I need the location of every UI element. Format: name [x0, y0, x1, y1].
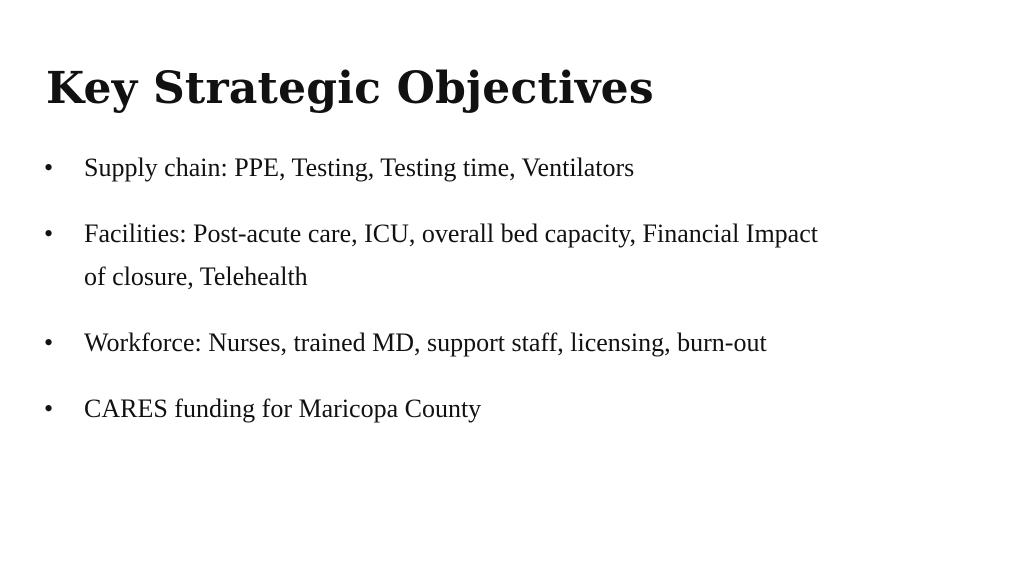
bullet-list	[44, 146, 844, 453]
bullet-text: Workforce: Nurses, trained MD, support staff, licensing, burn-out	[84, 328, 767, 357]
bullet-point-icon: •	[44, 219, 54, 248]
bullet-point-icon: •	[44, 394, 54, 423]
bullet-point-icon: •	[44, 328, 54, 357]
slide-title: Key Strategic Objectives	[46, 63, 654, 114]
bullet-point-icon: •	[44, 153, 54, 182]
bullet-item-workforce	[44, 321, 844, 364]
bullet-item-cares-funding	[44, 387, 844, 430]
bullet-text: Supply chain: PPE, Testing, Testing time, Ventilators	[84, 153, 635, 182]
bullet-item-facilities	[44, 212, 844, 298]
bullet-item-supply-chain	[44, 146, 844, 189]
bullet-text: Facilities: Post-acute care, ICU, overall bed capacity, Financial Impact of closure, Telehealth	[84, 219, 818, 291]
bullet-text: CARES funding for Maricopa County	[84, 394, 482, 423]
